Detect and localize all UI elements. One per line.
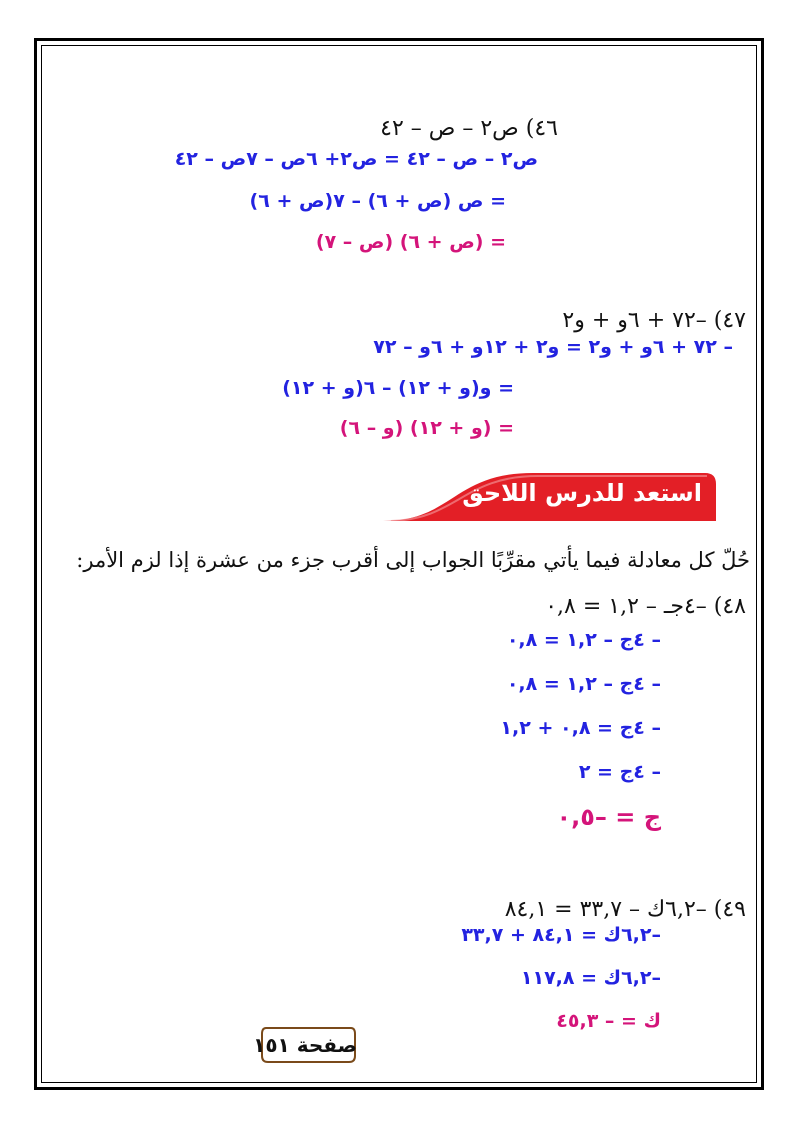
problem-48-answer: ج = –٠,٥ xyxy=(556,803,661,831)
problem-48-step-2: – ٤ج – ١,٢ = ٠,٨ xyxy=(506,673,661,695)
problem-49-step-1: –٦,٢ك = ٨٤,١ + ٣٣,٧ xyxy=(461,924,661,946)
section-title: استعد للدرس اللاحق xyxy=(462,479,702,507)
problem-47-answer: = (و + ١٢) (و – ٦) xyxy=(339,417,514,439)
problem-46-answer: = (ص + ٦) (ص – ٧) xyxy=(315,231,506,253)
problem-49-question: ٤٩) –٦,٢ك – ٣٣,٧ = ٨٤,١ xyxy=(504,897,746,922)
section-banner xyxy=(383,473,716,521)
problem-49-step-2: –٦,٢ك = ١١٧,٨ xyxy=(520,967,661,989)
problem-46-step-1: ص٢ – ص – ٤٢ = ص٢+ ٦ص – ٧ص – ٤٢ xyxy=(174,148,538,170)
section-instruction: حُلّ كل معادلة فيما يأتي مقرِّبًا الجواب إلى أقرب جزء من عشرة إذا لزم الأمر: xyxy=(76,548,750,572)
page-number-box xyxy=(253,1026,357,1064)
problem-46-step-2: = ص (ص + ٦) – ٧(ص + ٦) xyxy=(249,190,506,212)
problem-47-step-2: = و(و + ١٢) – ٦(و + ١٢) xyxy=(282,377,514,399)
problem-47-step-1: – ٧٢ + ٦و + و٢ = و٢ + ١٢و + ٦و – ٧٢ xyxy=(373,336,733,358)
problem-48-step-4: – ٤ج = ٢ xyxy=(578,761,661,783)
problem-47-question: ٤٧) –٧٢ + ٦و + و٢ xyxy=(562,308,746,333)
problem-48-step-1: – ٤ج – ١,٢ = ٠,٨ xyxy=(506,629,661,651)
page-number: صفحة ١٥١ xyxy=(253,1033,357,1057)
problem-49-answer: ك = – ٤٥,٣ xyxy=(556,1010,661,1032)
problem-48-step-3: – ٤ج = ٠,٨ + ١,٢ xyxy=(500,717,661,739)
problem-48-question: ٤٨) –٤جـ – ١,٢ = ٠,٨ xyxy=(545,594,746,619)
problem-46-question: ٤٦) ص٢ – ص – ٤٢ xyxy=(380,116,558,141)
